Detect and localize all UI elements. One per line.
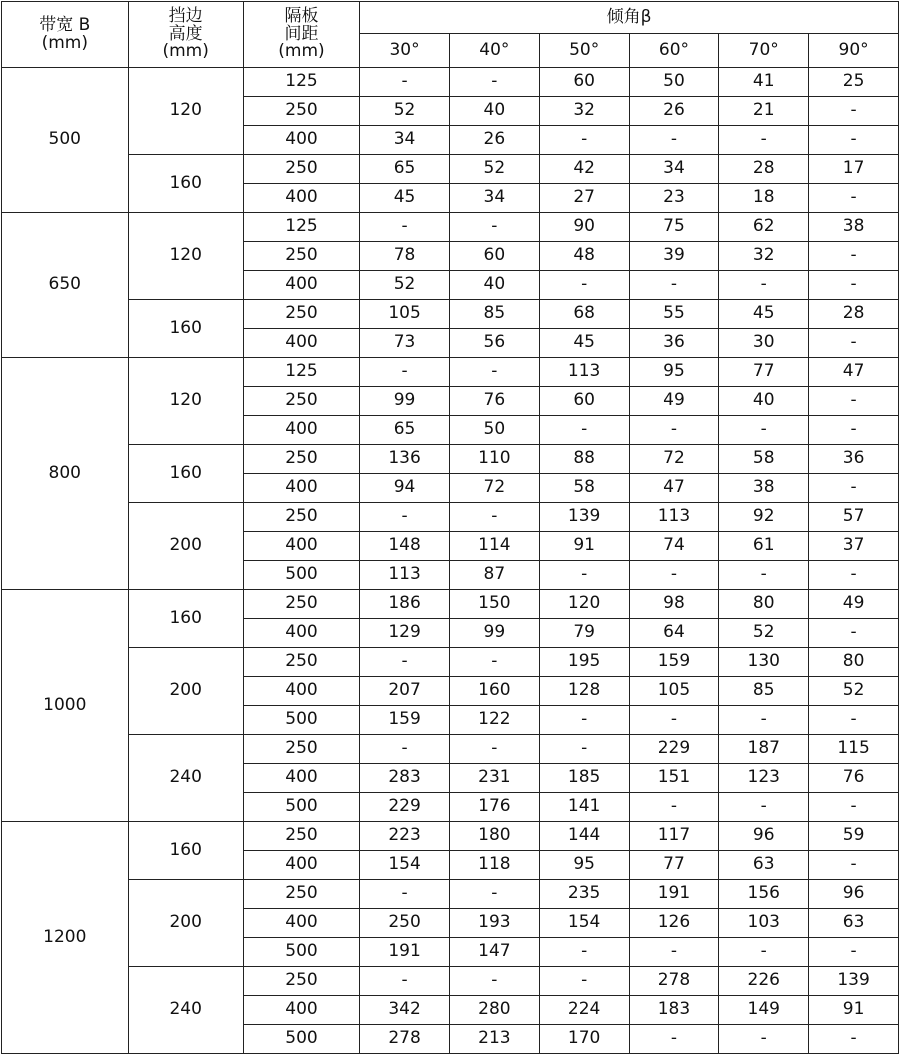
capacity-value-cell: 28 — [809, 300, 899, 329]
flange-height-cell: 120 — [128, 68, 243, 155]
capacity-value-cell: - — [360, 880, 450, 909]
cleat-spacing-cell: 250 — [243, 387, 359, 416]
capacity-value-cell: - — [449, 648, 539, 677]
capacity-value-cell: 49 — [809, 590, 899, 619]
flange-height-cell: 240 — [128, 735, 243, 822]
capacity-value-cell: 156 — [719, 880, 809, 909]
capacity-table — [1, 1, 899, 1054]
capacity-value-cell: 57 — [809, 503, 899, 532]
capacity-value-cell: 191 — [629, 880, 719, 909]
capacity-value-cell: 36 — [629, 329, 719, 358]
capacity-value-cell: 278 — [629, 967, 719, 996]
capacity-value-cell: - — [809, 474, 899, 503]
table-body — [2, 68, 899, 1054]
capacity-value-cell: 80 — [719, 590, 809, 619]
capacity-value-cell: 52 — [360, 97, 450, 126]
belt-width-cell: 650 — [2, 213, 129, 358]
cleat-spacing-cell: 250 — [243, 648, 359, 677]
flange-height-cell: 160 — [128, 445, 243, 503]
capacity-value-cell: 68 — [539, 300, 629, 329]
capacity-value-cell: 250 — [360, 909, 450, 938]
capacity-value-cell: 136 — [360, 445, 450, 474]
capacity-value-cell: 40 — [719, 387, 809, 416]
capacity-value-cell: - — [719, 1025, 809, 1054]
flange-height-cell: 160 — [128, 822, 243, 880]
capacity-value-cell: 207 — [360, 677, 450, 706]
capacity-value-cell: 32 — [539, 97, 629, 126]
capacity-value-cell: 113 — [360, 561, 450, 590]
cleat-spacing-cell: 250 — [243, 445, 359, 474]
header-flange-height-line1: 挡边 — [168, 5, 203, 26]
capacity-value-cell: 45 — [539, 329, 629, 358]
capacity-value-cell: 95 — [539, 851, 629, 880]
capacity-value-cell: 64 — [629, 619, 719, 648]
cleat-spacing-cell: 400 — [243, 184, 359, 213]
cleat-spacing-cell: 400 — [243, 126, 359, 155]
capacity-value-cell: 21 — [719, 97, 809, 126]
capacity-value-cell: 98 — [629, 590, 719, 619]
capacity-value-cell: - — [360, 503, 450, 532]
capacity-value-cell: 130 — [719, 648, 809, 677]
capacity-value-cell: 34 — [449, 184, 539, 213]
capacity-value-cell: - — [719, 271, 809, 300]
capacity-value-cell: 87 — [449, 561, 539, 590]
cleat-spacing-cell: 125 — [243, 358, 359, 387]
capacity-value-cell: 120 — [539, 590, 629, 619]
table-row — [2, 213, 899, 242]
capacity-value-cell: - — [809, 184, 899, 213]
cleat-spacing-cell: 400 — [243, 764, 359, 793]
cleat-spacing-cell: 250 — [243, 590, 359, 619]
table-row — [2, 648, 899, 677]
capacity-value-cell: 45 — [719, 300, 809, 329]
capacity-value-cell: 139 — [809, 967, 899, 996]
table-row — [2, 445, 899, 474]
capacity-value-cell: 128 — [539, 677, 629, 706]
cleat-spacing-cell: 400 — [243, 474, 359, 503]
capacity-value-cell: - — [809, 938, 899, 967]
capacity-value-cell: 99 — [360, 387, 450, 416]
cleat-spacing-cell: 400 — [243, 619, 359, 648]
capacity-value-cell: 26 — [629, 97, 719, 126]
capacity-value-cell: 129 — [360, 619, 450, 648]
capacity-value-cell: 99 — [449, 619, 539, 648]
capacity-value-cell: 72 — [449, 474, 539, 503]
capacity-value-cell: - — [809, 126, 899, 155]
capacity-value-cell: 183 — [629, 996, 719, 1025]
capacity-value-cell: 278 — [360, 1025, 450, 1054]
capacity-value-cell: 186 — [360, 590, 450, 619]
table-row — [2, 300, 899, 329]
capacity-value-cell: 226 — [719, 967, 809, 996]
header-belt-width-label: 带宽 B — [39, 14, 91, 35]
cleat-spacing-cell: 250 — [243, 503, 359, 532]
cleat-spacing-cell: 125 — [243, 68, 359, 97]
table-row — [2, 735, 899, 764]
capacity-value-cell: 59 — [809, 822, 899, 851]
cleat-spacing-cell: 400 — [243, 677, 359, 706]
capacity-value-cell: 38 — [719, 474, 809, 503]
belt-width-cell: 800 — [2, 358, 129, 590]
capacity-value-cell: - — [809, 416, 899, 445]
capacity-value-cell: 185 — [539, 764, 629, 793]
cleat-spacing-cell: 250 — [243, 155, 359, 184]
capacity-value-cell: 170 — [539, 1025, 629, 1054]
cleat-spacing-cell: 400 — [243, 996, 359, 1025]
capacity-value-cell: 191 — [360, 938, 450, 967]
capacity-value-cell: 27 — [539, 184, 629, 213]
capacity-value-cell: 95 — [629, 358, 719, 387]
capacity-value-cell: - — [809, 242, 899, 271]
capacity-value-cell: 115 — [809, 735, 899, 764]
capacity-value-cell: 77 — [719, 358, 809, 387]
capacity-value-cell: - — [449, 735, 539, 764]
flange-height-cell: 200 — [128, 503, 243, 590]
cleat-spacing-cell: 500 — [243, 706, 359, 735]
capacity-value-cell: - — [539, 416, 629, 445]
header-cleat-spacing — [243, 2, 359, 68]
header-incline-angle: 倾角β — [360, 2, 899, 34]
capacity-value-cell: - — [360, 358, 450, 387]
table-header — [2, 2, 899, 68]
capacity-value-cell: 55 — [629, 300, 719, 329]
capacity-value-cell: 193 — [449, 909, 539, 938]
cleat-spacing-cell: 250 — [243, 97, 359, 126]
capacity-value-cell: - — [629, 416, 719, 445]
capacity-value-cell: 148 — [360, 532, 450, 561]
capacity-value-cell: 122 — [449, 706, 539, 735]
header-cleat-spacing-line1: 隔板 — [284, 5, 319, 26]
capacity-value-cell: - — [539, 938, 629, 967]
capacity-value-cell: - — [719, 706, 809, 735]
capacity-value-cell: 118 — [449, 851, 539, 880]
capacity-value-cell: 96 — [809, 880, 899, 909]
cleat-spacing-cell: 400 — [243, 532, 359, 561]
cleat-spacing-cell: 250 — [243, 735, 359, 764]
table-row — [2, 822, 899, 851]
capacity-value-cell: 235 — [539, 880, 629, 909]
cleat-spacing-cell: 400 — [243, 416, 359, 445]
capacity-value-cell: 76 — [809, 764, 899, 793]
capacity-value-cell: 149 — [719, 996, 809, 1025]
capacity-value-cell: 40 — [449, 97, 539, 126]
capacity-value-cell: 25 — [809, 68, 899, 97]
cleat-spacing-cell: 250 — [243, 967, 359, 996]
capacity-value-cell: 223 — [360, 822, 450, 851]
capacity-value-cell: 63 — [719, 851, 809, 880]
capacity-value-cell: 105 — [629, 677, 719, 706]
capacity-value-cell: - — [809, 619, 899, 648]
capacity-value-cell: 159 — [360, 706, 450, 735]
capacity-value-cell: 92 — [719, 503, 809, 532]
capacity-value-cell: - — [449, 213, 539, 242]
capacity-value-cell: 94 — [360, 474, 450, 503]
capacity-value-cell: - — [360, 648, 450, 677]
capacity-value-cell: 159 — [629, 648, 719, 677]
belt-width-cell: 1200 — [2, 822, 129, 1054]
capacity-value-cell: 50 — [449, 416, 539, 445]
cleat-spacing-cell: 400 — [243, 329, 359, 358]
capacity-value-cell: - — [719, 561, 809, 590]
capacity-value-cell: - — [809, 387, 899, 416]
capacity-value-cell: - — [809, 271, 899, 300]
capacity-value-cell: 154 — [539, 909, 629, 938]
flange-height-cell: 200 — [128, 648, 243, 735]
capacity-value-cell: 58 — [719, 445, 809, 474]
capacity-value-cell: 61 — [719, 532, 809, 561]
capacity-value-cell: - — [449, 503, 539, 532]
capacity-value-cell: 36 — [809, 445, 899, 474]
cleat-spacing-cell: 500 — [243, 1025, 359, 1054]
capacity-value-cell: 37 — [809, 532, 899, 561]
capacity-value-cell: 58 — [539, 474, 629, 503]
capacity-value-cell: 79 — [539, 619, 629, 648]
capacity-value-cell: - — [629, 938, 719, 967]
capacity-value-cell: 113 — [629, 503, 719, 532]
capacity-value-cell: 52 — [449, 155, 539, 184]
capacity-value-cell: 32 — [719, 242, 809, 271]
capacity-value-cell: - — [629, 561, 719, 590]
header-belt-width — [2, 2, 129, 68]
belt-width-cell: 1000 — [2, 590, 129, 822]
capacity-value-cell: 195 — [539, 648, 629, 677]
capacity-value-cell: 126 — [629, 909, 719, 938]
capacity-value-cell: 48 — [539, 242, 629, 271]
capacity-value-cell: 65 — [360, 155, 450, 184]
header-cleat-spacing-unit: (mm) — [278, 41, 325, 62]
capacity-value-cell: - — [809, 1025, 899, 1054]
capacity-value-cell: 176 — [449, 793, 539, 822]
cleat-spacing-cell: 500 — [243, 561, 359, 590]
capacity-value-cell: 65 — [360, 416, 450, 445]
cleat-spacing-cell: 250 — [243, 880, 359, 909]
capacity-value-cell: 96 — [719, 822, 809, 851]
capacity-value-cell: - — [539, 706, 629, 735]
capacity-value-cell: - — [449, 68, 539, 97]
capacity-value-cell: 160 — [449, 677, 539, 706]
capacity-value-cell: - — [719, 938, 809, 967]
capacity-value-cell: - — [539, 967, 629, 996]
flange-height-cell: 160 — [128, 155, 243, 213]
capacity-value-cell: 187 — [719, 735, 809, 764]
table-row — [2, 967, 899, 996]
capacity-value-cell: - — [719, 126, 809, 155]
capacity-value-cell: 85 — [449, 300, 539, 329]
capacity-value-cell: 34 — [629, 155, 719, 184]
capacity-value-cell: - — [629, 271, 719, 300]
capacity-value-cell: 23 — [629, 184, 719, 213]
capacity-value-cell: 231 — [449, 764, 539, 793]
capacity-value-cell: 283 — [360, 764, 450, 793]
capacity-value-cell: - — [449, 880, 539, 909]
capacity-value-cell: 18 — [719, 184, 809, 213]
capacity-value-cell: 34 — [360, 126, 450, 155]
capacity-value-cell: - — [809, 793, 899, 822]
capacity-value-cell: 147 — [449, 938, 539, 967]
flange-height-cell: 120 — [128, 213, 243, 300]
capacity-value-cell: - — [360, 735, 450, 764]
header-angle: 90° — [809, 34, 899, 68]
capacity-value-cell: 114 — [449, 532, 539, 561]
capacity-value-cell: - — [809, 851, 899, 880]
capacity-value-cell: 90 — [539, 213, 629, 242]
capacity-value-cell: - — [629, 1025, 719, 1054]
flange-height-cell: 240 — [128, 967, 243, 1054]
capacity-value-cell: - — [809, 97, 899, 126]
capacity-value-cell: - — [539, 271, 629, 300]
capacity-value-cell: 151 — [629, 764, 719, 793]
capacity-value-cell: 41 — [719, 68, 809, 97]
flange-height-cell: 200 — [128, 880, 243, 967]
capacity-value-cell: 42 — [539, 155, 629, 184]
capacity-value-cell: - — [539, 126, 629, 155]
capacity-value-cell: 38 — [809, 213, 899, 242]
cleat-spacing-cell: 400 — [243, 909, 359, 938]
table-row — [2, 68, 899, 97]
capacity-value-cell: 280 — [449, 996, 539, 1025]
cleat-spacing-cell: 400 — [243, 851, 359, 880]
capacity-value-cell: - — [809, 329, 899, 358]
capacity-value-cell: 91 — [809, 996, 899, 1025]
capacity-value-cell: 60 — [539, 68, 629, 97]
capacity-value-cell: - — [449, 967, 539, 996]
capacity-value-cell: 103 — [719, 909, 809, 938]
capacity-value-cell: 224 — [539, 996, 629, 1025]
capacity-value-cell: 60 — [539, 387, 629, 416]
capacity-value-cell: 30 — [719, 329, 809, 358]
capacity-value-cell: 88 — [539, 445, 629, 474]
capacity-value-cell: 123 — [719, 764, 809, 793]
capacity-value-cell: 91 — [539, 532, 629, 561]
capacity-value-cell: - — [629, 793, 719, 822]
capacity-value-cell: 74 — [629, 532, 719, 561]
capacity-value-cell: 62 — [719, 213, 809, 242]
capacity-value-cell: 141 — [539, 793, 629, 822]
header-angle: 30° — [360, 34, 450, 68]
capacity-value-cell: 49 — [629, 387, 719, 416]
capacity-value-cell: 150 — [449, 590, 539, 619]
capacity-value-cell: - — [449, 358, 539, 387]
capacity-value-cell: 72 — [629, 445, 719, 474]
capacity-value-cell: 52 — [719, 619, 809, 648]
flange-height-cell: 120 — [128, 358, 243, 445]
capacity-value-cell: 17 — [809, 155, 899, 184]
capacity-value-cell: 139 — [539, 503, 629, 532]
capacity-value-cell: 229 — [629, 735, 719, 764]
capacity-value-cell: - — [809, 561, 899, 590]
capacity-value-cell: - — [360, 213, 450, 242]
capacity-value-cell: 75 — [629, 213, 719, 242]
capacity-value-cell: - — [629, 126, 719, 155]
capacity-value-cell: - — [629, 706, 719, 735]
capacity-value-cell: 85 — [719, 677, 809, 706]
capacity-value-cell: 105 — [360, 300, 450, 329]
capacity-value-cell: 63 — [809, 909, 899, 938]
capacity-value-cell: - — [360, 68, 450, 97]
capacity-value-cell: - — [809, 706, 899, 735]
table-row — [2, 155, 899, 184]
cleat-spacing-cell: 500 — [243, 938, 359, 967]
capacity-value-cell: 52 — [360, 271, 450, 300]
capacity-value-cell: 50 — [629, 68, 719, 97]
capacity-value-cell: 342 — [360, 996, 450, 1025]
capacity-value-cell: 47 — [809, 358, 899, 387]
capacity-value-cell: 28 — [719, 155, 809, 184]
header-angle: 40° — [449, 34, 539, 68]
header-cleat-spacing-line2: 间距 — [284, 23, 319, 44]
capacity-value-cell: 154 — [360, 851, 450, 880]
table-row — [2, 880, 899, 909]
capacity-value-cell: 45 — [360, 184, 450, 213]
flange-height-cell: 160 — [128, 590, 243, 648]
capacity-value-cell: 76 — [449, 387, 539, 416]
cleat-spacing-cell: 250 — [243, 822, 359, 851]
capacity-value-cell: 113 — [539, 358, 629, 387]
capacity-value-cell: - — [719, 416, 809, 445]
capacity-value-cell: 77 — [629, 851, 719, 880]
capacity-value-cell: 229 — [360, 793, 450, 822]
header-flange-height-line2: 高度 — [168, 23, 203, 44]
capacity-value-cell: 78 — [360, 242, 450, 271]
capacity-value-cell: - — [360, 967, 450, 996]
table-row — [2, 358, 899, 387]
header-angle: 60° — [629, 34, 719, 68]
cleat-spacing-cell: 250 — [243, 242, 359, 271]
cleat-spacing-cell: 500 — [243, 793, 359, 822]
capacity-value-cell: 52 — [809, 677, 899, 706]
header-angle: 70° — [719, 34, 809, 68]
cleat-spacing-cell: 400 — [243, 271, 359, 300]
capacity-value-cell: 80 — [809, 648, 899, 677]
cleat-spacing-cell: 250 — [243, 300, 359, 329]
capacity-value-cell: 144 — [539, 822, 629, 851]
capacity-value-cell: 56 — [449, 329, 539, 358]
cleat-spacing-cell: 125 — [243, 213, 359, 242]
flange-height-cell: 160 — [128, 300, 243, 358]
table-row — [2, 590, 899, 619]
capacity-value-cell: 40 — [449, 271, 539, 300]
capacity-value-cell: - — [719, 793, 809, 822]
table-row — [2, 503, 899, 532]
header-flange-height — [128, 2, 243, 68]
capacity-value-cell: 60 — [449, 242, 539, 271]
belt-width-cell: 500 — [2, 68, 129, 213]
capacity-value-cell: 47 — [629, 474, 719, 503]
capacity-value-cell: 180 — [449, 822, 539, 851]
header-flange-height-unit: (mm) — [162, 41, 209, 62]
header-angle: 50° — [539, 34, 629, 68]
header-belt-width-unit: (mm) — [41, 32, 88, 53]
capacity-value-cell: 26 — [449, 126, 539, 155]
capacity-value-cell: 213 — [449, 1025, 539, 1054]
capacity-value-cell: 117 — [629, 822, 719, 851]
capacity-value-cell: 110 — [449, 445, 539, 474]
capacity-value-cell: - — [539, 735, 629, 764]
capacity-value-cell: 73 — [360, 329, 450, 358]
capacity-value-cell: - — [539, 561, 629, 590]
capacity-value-cell: 39 — [629, 242, 719, 271]
